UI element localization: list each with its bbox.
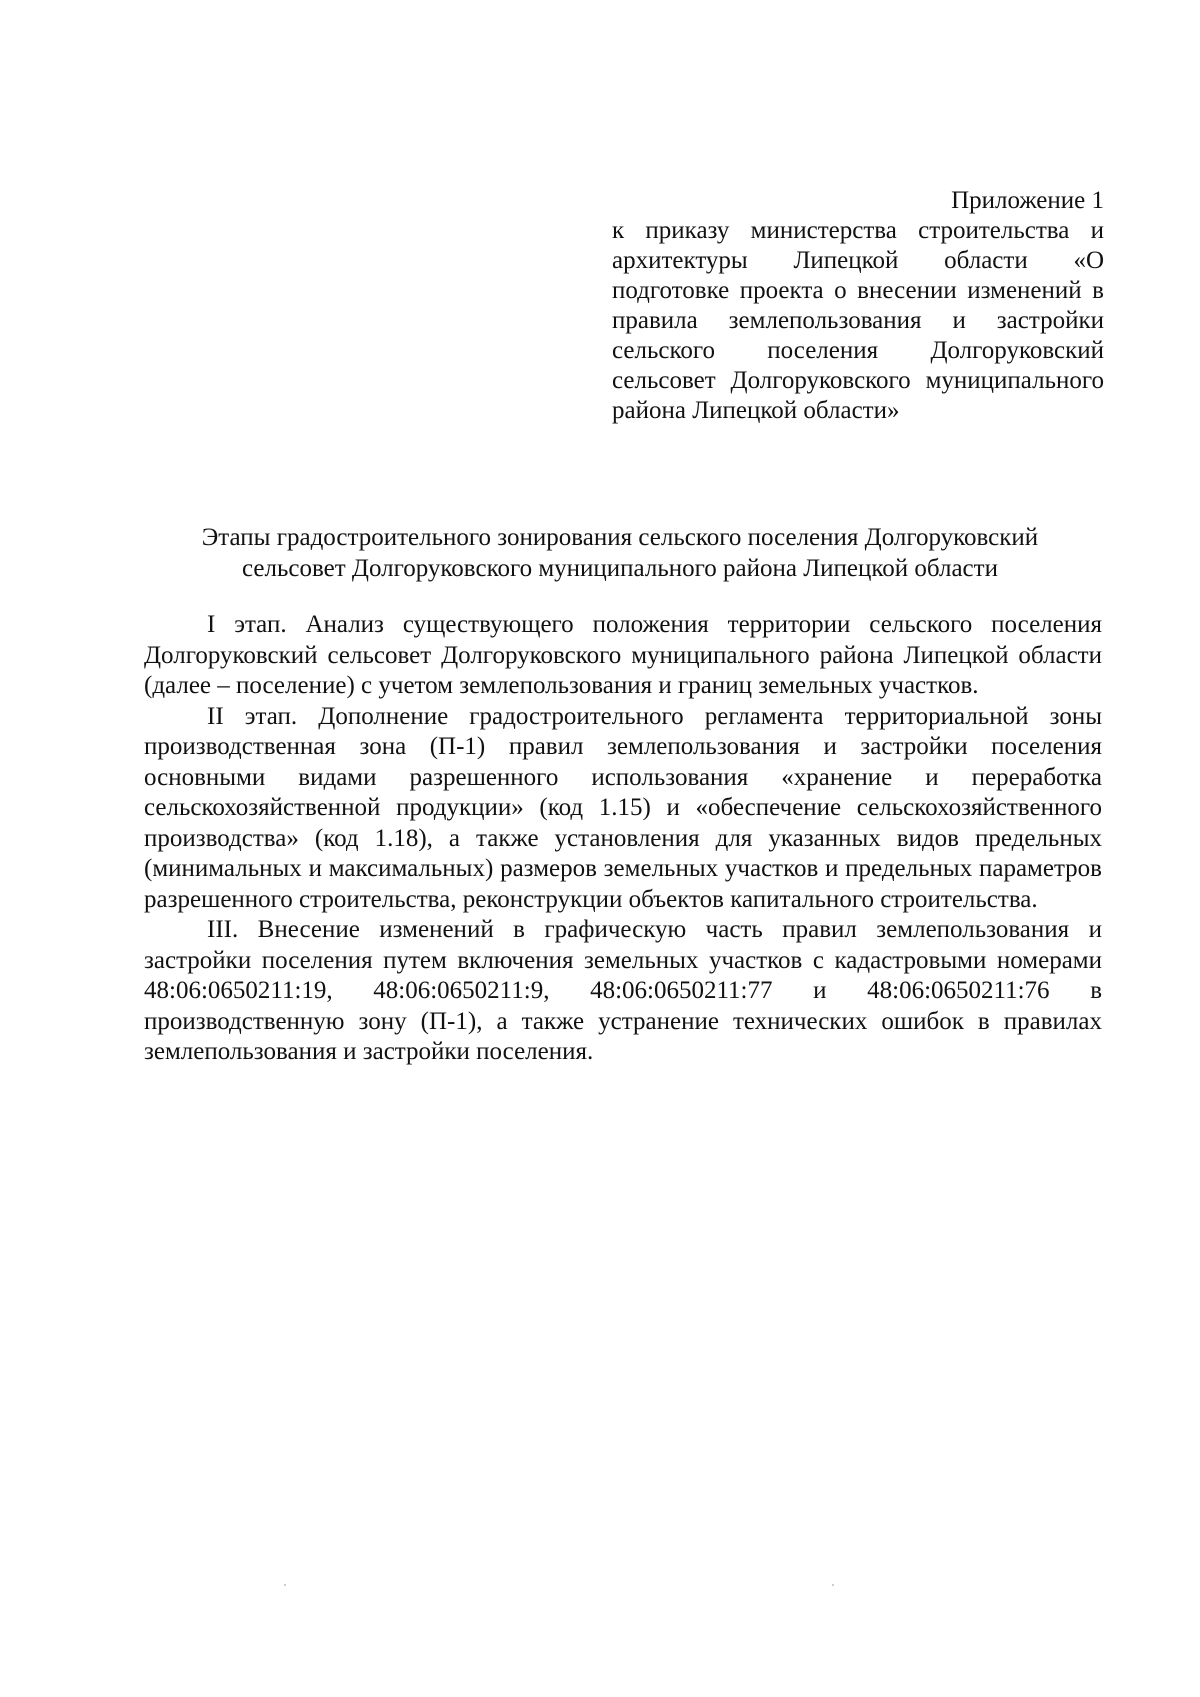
stage-paragraph-2: II этап. Дополнение градостроительного регламента территориальной зоны производственная зона (П-1) правил землепользования и застройки поселения основными видами разрешенного использования «хранение и переработка сельскохозяйственной продукции» (код 1.15) и «обеспечение сельскохозяйственного производства» (код 1.18), а также установления для указанных видов предельных (минимальных и максимальных) размеров земельных участков и предельных параметров разрешенного строительства, реконструкции объектов капитального строительства. — [144, 702, 1102, 913]
scan-speck — [284, 1584, 286, 1586]
heading-line-2: сельсовет Долгоруковского муниципального района Липецкой области — [242, 555, 998, 582]
scan-speck — [832, 1584, 834, 1586]
stage-paragraph-3: III. Внесение изменений в графическую часть правил землепользования и застройки поселения путем включения земельных участков с кадастровыми номерами 48:06:0650211:19, 48:06:0650211:9, 48:06:0650211:77 и 48:06:0650211:76 в производственную зону (П-1), а также устранение технических ошибок в правилах землепользования и застройки поселения. — [144, 916, 1102, 1065]
document-heading — [140, 522, 1100, 584]
heading-line-1: Этапы градостроительного зонирования сельского поселения Долгоруковский — [201, 524, 1039, 551]
appendix-title: Приложение 1 — [951, 187, 1104, 214]
appendix-reference: к приказу министерства строительства и архитектуры Липецкой области «О подготовке проекта о внесении изменений в правила землепользования и застройки сельского поселения Долгоруковский сельсовет Долгоруковского муниципального района Липецкой области» — [612, 217, 1104, 424]
stage-paragraph-1: I этап. Анализ существующего положения территории сельского поселения Долгоруковский сельсовет Долгоруковского муниципального района Липецкой области (далее – поселение) с учетом землепользования и границ земельных участков. — [144, 611, 1102, 699]
appendix-block — [612, 186, 1104, 426]
document-body — [144, 610, 1102, 1068]
